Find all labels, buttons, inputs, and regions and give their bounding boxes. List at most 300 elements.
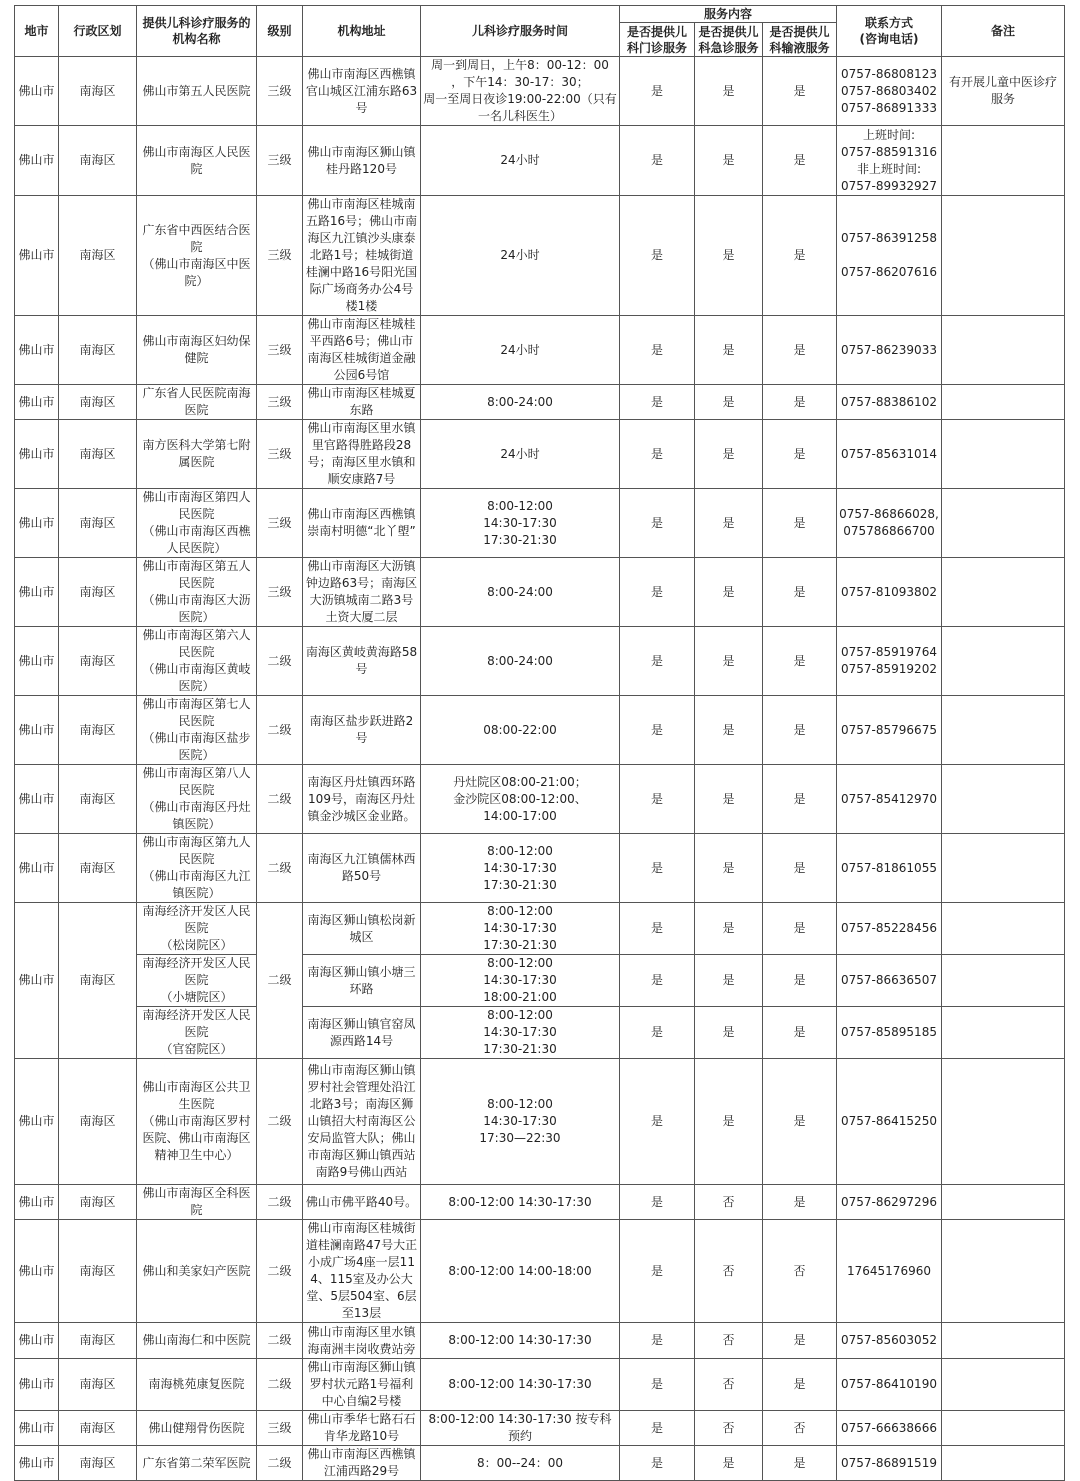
cell-infusion-text: 是 bbox=[793, 1114, 806, 1128]
cell-emergency-text: 是 bbox=[722, 860, 735, 875]
cell-outpatient bbox=[620, 627, 695, 696]
cell-district-text: 南海区 bbox=[79, 722, 116, 737]
cell-district-text: 南海区 bbox=[79, 394, 116, 409]
cell-remarks bbox=[942, 489, 1065, 558]
cell-level bbox=[257, 1059, 303, 1185]
cell-institution-name bbox=[137, 1007, 257, 1059]
cell-outpatient bbox=[620, 489, 695, 558]
cell-phone bbox=[837, 57, 942, 126]
cell-city-text: 佛山市 bbox=[18, 342, 55, 357]
cell-infusion-text: 是 bbox=[793, 973, 806, 987]
cell-level-text: 三级 bbox=[267, 1420, 292, 1435]
cell-institution-name bbox=[137, 1359, 257, 1411]
cell-remarks bbox=[942, 834, 1065, 903]
cell-district-text: 南海区 bbox=[79, 653, 116, 668]
cell-phone-text: 0757-85412970 bbox=[841, 791, 937, 806]
cell-level bbox=[257, 834, 303, 903]
cell-address bbox=[303, 1220, 421, 1323]
cell-infusion bbox=[763, 196, 837, 316]
cell-hours-text: 24小时 bbox=[500, 248, 540, 262]
cell-phone-text: 0757-85796675 bbox=[841, 722, 937, 737]
cell-phone-text: 0757-88386102 bbox=[841, 394, 937, 409]
cell-outpatient bbox=[620, 420, 695, 489]
cell-institution-name-text: 佛山市南海区全科医院 bbox=[142, 1186, 251, 1217]
cell-remarks bbox=[942, 903, 1065, 955]
cell-district bbox=[59, 558, 137, 627]
cell-outpatient-text: 是 bbox=[650, 1114, 663, 1128]
cell-city-text: 佛山市 bbox=[18, 1114, 55, 1128]
cell-address bbox=[303, 420, 421, 489]
cell-city-text: 佛山市 bbox=[18, 1377, 55, 1391]
cell-level-text: 二级 bbox=[267, 973, 292, 987]
cell-city bbox=[15, 1185, 59, 1220]
cell-district-text: 南海区 bbox=[79, 1377, 116, 1391]
cell-outpatient-text: 是 bbox=[650, 791, 663, 806]
cell-remarks bbox=[942, 1411, 1065, 1446]
cell-infusion-text: 是 bbox=[793, 1455, 806, 1470]
cell-address-text: 南海区盐步跃进路2号 bbox=[309, 714, 414, 745]
cell-outpatient-text: 是 bbox=[650, 153, 663, 167]
cell-outpatient bbox=[620, 196, 695, 316]
cell-institution-name-text: 广东省中西医结合医院 （佛山市南海区中医院） bbox=[142, 222, 251, 288]
cell-level-text: 二级 bbox=[267, 1455, 292, 1470]
cell-address bbox=[303, 385, 421, 420]
cell-institution-name bbox=[137, 1446, 257, 1481]
cell-address bbox=[303, 955, 421, 1007]
cell-phone-text: 0757-85631014 bbox=[841, 446, 937, 461]
cell-remarks bbox=[942, 558, 1065, 627]
cell-institution-name-text: 广东省人民医院南海医院 bbox=[142, 386, 251, 417]
cell-hours bbox=[421, 558, 620, 627]
cell-hours-text: 8:00-12:00 14:30-17:30 按专科预约 bbox=[428, 1412, 612, 1443]
table-row bbox=[15, 1323, 1065, 1359]
table-row bbox=[15, 1185, 1065, 1220]
cell-institution-name-text: 佛山市南海区第四人民医院 （佛山市南海区西樵人民医院） bbox=[142, 490, 251, 555]
cell-city bbox=[15, 1359, 59, 1411]
cell-city bbox=[15, 1220, 59, 1323]
cell-outpatient-text: 是 bbox=[650, 973, 663, 987]
cell-hours bbox=[421, 765, 620, 834]
cell-hours-text: 24小时 bbox=[500, 153, 540, 167]
table-row bbox=[15, 489, 1065, 558]
cell-emergency bbox=[695, 1411, 763, 1446]
cell-address-text: 佛山市季华七路石石肯华龙路10号 bbox=[307, 1412, 416, 1443]
cell-phone-text: 17645176960 bbox=[847, 1263, 931, 1278]
cell-city bbox=[15, 196, 59, 316]
cell-hours-text: 08:00-22:00 bbox=[483, 722, 557, 737]
table-row bbox=[15, 1220, 1065, 1323]
cell-remarks bbox=[942, 627, 1065, 696]
cell-level-text: 三级 bbox=[267, 153, 292, 167]
cell-hours-text: 8:00-12:00 14:30-17:30 18:00-21:00 bbox=[483, 956, 557, 1004]
cell-level-text: 三级 bbox=[267, 446, 292, 461]
cell-level-text: 二级 bbox=[267, 722, 292, 737]
cell-phone bbox=[837, 489, 942, 558]
cell-phone-text: 0757-86891519 bbox=[841, 1455, 937, 1470]
cell-address-text: 佛山市南海区桂城街道桂澜南路47号大正小成广场4座一层114、115室及办公大堂、5层504室、6层至13层 bbox=[305, 1221, 418, 1320]
header-contact: 联系方式 (咨询电话) bbox=[837, 6, 942, 57]
table-row bbox=[15, 558, 1065, 627]
cell-address-text: 佛山市南海区桂城桂平西路6号；佛山市南海区桂城街道金融公园6号馆 bbox=[307, 317, 416, 382]
cell-infusion-text: 是 bbox=[793, 653, 806, 668]
cell-institution-name-text: 佛山市南海区第七人民医院 （佛山市南海区盐步医院） bbox=[142, 697, 251, 762]
cell-phone-text: 0757-86808123 0757-86803402 0757-86891333 bbox=[841, 66, 937, 115]
cell-level bbox=[257, 1446, 303, 1481]
cell-phone-text: 0757-86391258 0757-86207616 bbox=[841, 231, 937, 279]
cell-phone-text: 0757-86239033 bbox=[841, 342, 937, 357]
cell-hours bbox=[421, 1059, 620, 1185]
cell-institution-name bbox=[137, 1323, 257, 1359]
cell-district bbox=[59, 126, 137, 196]
cell-emergency-text: 是 bbox=[722, 921, 735, 935]
cell-remarks bbox=[942, 126, 1065, 196]
cell-outpatient bbox=[620, 1220, 695, 1323]
cell-institution-name-text: 南方医科大学第七附属医院 bbox=[142, 438, 251, 469]
table-row bbox=[15, 385, 1065, 420]
cell-infusion bbox=[763, 489, 837, 558]
cell-city bbox=[15, 558, 59, 627]
cell-level-text: 三级 bbox=[267, 394, 292, 409]
header-service-group: 服务内容 bbox=[620, 6, 837, 23]
cell-hours bbox=[421, 955, 620, 1007]
cell-infusion bbox=[763, 558, 837, 627]
cell-institution-name bbox=[137, 696, 257, 765]
cell-infusion-text: 是 bbox=[793, 1333, 806, 1347]
cell-address bbox=[303, 316, 421, 385]
cell-level bbox=[257, 765, 303, 834]
cell-city bbox=[15, 696, 59, 765]
cell-outpatient-text: 是 bbox=[650, 83, 663, 98]
cell-infusion-text: 是 bbox=[793, 446, 806, 461]
cell-level-text: 二级 bbox=[267, 1263, 292, 1278]
header-level: 级别 bbox=[257, 6, 303, 57]
cell-address bbox=[303, 558, 421, 627]
cell-outpatient-text: 是 bbox=[650, 1377, 663, 1391]
cell-institution-name bbox=[137, 627, 257, 696]
cell-level-text: 三级 bbox=[267, 515, 292, 530]
cell-infusion bbox=[763, 834, 837, 903]
cell-phone bbox=[837, 316, 942, 385]
cell-infusion bbox=[763, 57, 837, 126]
cell-emergency bbox=[695, 834, 763, 903]
cell-hours-text: 8:00-12:00 14:30-17:30 17:30-21:30 bbox=[483, 843, 557, 892]
cell-infusion bbox=[763, 627, 837, 696]
cell-hours bbox=[421, 1185, 620, 1220]
cell-emergency-text: 是 bbox=[722, 394, 735, 409]
table-row bbox=[15, 955, 1065, 1007]
cell-emergency bbox=[695, 196, 763, 316]
table-row bbox=[15, 1059, 1065, 1185]
cell-institution-name-text: 南海经济开发区人民医院 （官窑院区） bbox=[142, 1008, 251, 1056]
cell-level-text: 二级 bbox=[267, 653, 292, 668]
cell-outpatient-text: 是 bbox=[650, 1333, 663, 1347]
cell-institution-name bbox=[137, 316, 257, 385]
cell-address bbox=[303, 765, 421, 834]
cell-infusion-text: 是 bbox=[793, 1377, 806, 1391]
cell-district bbox=[59, 316, 137, 385]
cell-district bbox=[59, 765, 137, 834]
cell-institution-name-text: 广东省第二荣军医院 bbox=[142, 1455, 251, 1470]
cell-emergency-text: 是 bbox=[722, 791, 735, 806]
cell-emergency-text: 否 bbox=[722, 1377, 735, 1391]
cell-level-text: 二级 bbox=[267, 1114, 292, 1128]
cell-institution-name bbox=[137, 765, 257, 834]
cell-remarks bbox=[942, 1220, 1065, 1323]
cell-district bbox=[59, 696, 137, 765]
cell-hours-text: 周一到周日，上午8：00-12：00 ，下午14：30-17：30； 周一至周日夜诊19:00-22:00（只有一名儿科医生） bbox=[423, 58, 617, 123]
cell-remarks bbox=[942, 1007, 1065, 1059]
cell-district-text: 南海区 bbox=[79, 1263, 116, 1278]
cell-emergency-text: 是 bbox=[722, 973, 735, 987]
cell-level bbox=[257, 57, 303, 126]
cell-phone-text: 上班时间: 0757-88591316 非上班时间: 0757-89932927 bbox=[841, 127, 937, 193]
cell-address-text: 佛山市南海区桂城夏东路 bbox=[307, 386, 416, 417]
cell-city-text: 佛山市 bbox=[18, 860, 55, 875]
cell-phone-text: 0757-66638666 bbox=[841, 1420, 937, 1435]
cell-hours bbox=[421, 1323, 620, 1359]
cell-district bbox=[59, 1359, 137, 1411]
cell-phone bbox=[837, 1059, 942, 1185]
table-row bbox=[15, 1007, 1065, 1059]
cell-outpatient-text: 是 bbox=[650, 860, 663, 875]
cell-hours bbox=[421, 696, 620, 765]
cell-phone bbox=[837, 765, 942, 834]
cell-infusion-text: 是 bbox=[793, 1194, 806, 1209]
cell-address-text: 南海区狮山镇官窑凤源西路14号 bbox=[307, 1016, 416, 1048]
cell-city-text: 佛山市 bbox=[18, 1263, 55, 1278]
cell-address bbox=[303, 1059, 421, 1185]
cell-district bbox=[59, 385, 137, 420]
cell-district bbox=[59, 196, 137, 316]
cell-phone bbox=[837, 955, 942, 1007]
cell-emergency bbox=[695, 1359, 763, 1411]
cell-district bbox=[59, 1220, 137, 1323]
cell-institution-name bbox=[137, 955, 257, 1007]
cell-phone bbox=[837, 1359, 942, 1411]
cell-institution-name-text: 佛山健翔骨伤医院 bbox=[148, 1420, 245, 1435]
cell-address bbox=[303, 126, 421, 196]
cell-emergency bbox=[695, 316, 763, 385]
cell-outpatient bbox=[620, 385, 695, 420]
cell-infusion bbox=[763, 1411, 837, 1446]
cell-outpatient-text: 是 bbox=[650, 653, 663, 668]
header-outpatient: 是否提供儿科门诊服务 bbox=[620, 23, 695, 57]
cell-hours-text: 8:00-12:00 14:30-17:30 bbox=[448, 1377, 592, 1391]
cell-outpatient-text: 是 bbox=[650, 394, 663, 409]
cell-institution-name-text: 佛山市南海区第五人民医院 （佛山市南海区大沥医院） bbox=[142, 559, 251, 624]
cell-level bbox=[257, 316, 303, 385]
cell-level-text: 二级 bbox=[267, 1333, 292, 1347]
cell-level bbox=[257, 196, 303, 316]
cell-hours bbox=[421, 627, 620, 696]
cell-district-text: 南海区 bbox=[79, 153, 116, 167]
cell-phone bbox=[837, 385, 942, 420]
cell-address-text: 南海区狮山镇小塘三环路 bbox=[307, 964, 416, 996]
cell-remarks bbox=[942, 1185, 1065, 1220]
cell-hours-text: 8:00-24:00 bbox=[487, 394, 553, 409]
cell-address-text: 佛山市南海区狮山镇罗村社会管理处沿江北路3号；南海区狮山镇招大村南海区公安局监管大队；佛山市南海区狮山镇西站南路9号佛山西站 bbox=[307, 1063, 416, 1179]
cell-institution-name-text: 南海经济开发区人民医院 （松岗院区） bbox=[142, 904, 251, 952]
cell-emergency-text: 是 bbox=[722, 1455, 735, 1470]
cell-emergency bbox=[695, 489, 763, 558]
cell-outpatient bbox=[620, 1007, 695, 1059]
cell-emergency-text: 是 bbox=[722, 342, 735, 357]
cell-phone-text: 0757-86636507 bbox=[841, 973, 937, 987]
cell-outpatient bbox=[620, 955, 695, 1007]
cell-address-text: 佛山市南海区桂城南五路16号；佛山市南海区九江镇沙头康泰北路1号；桂城街道桂澜中路16号阳光国际广场商务办公4号楼1楼 bbox=[305, 197, 418, 313]
cell-city-text: 佛山市 bbox=[18, 1420, 55, 1435]
cell-institution-name bbox=[137, 1059, 257, 1185]
cell-infusion bbox=[763, 903, 837, 955]
table-row bbox=[15, 627, 1065, 696]
cell-institution-name bbox=[137, 1411, 257, 1446]
cell-outpatient-text: 是 bbox=[650, 1025, 663, 1039]
cell-address bbox=[303, 1323, 421, 1359]
cell-hours-text: 8：00--24：00 bbox=[476, 1455, 564, 1470]
cell-level-text: 二级 bbox=[267, 860, 292, 875]
cell-hours-text: 8:00-24:00 bbox=[487, 653, 553, 668]
cell-phone-text: 0757-86297296 bbox=[841, 1194, 937, 1209]
cell-city bbox=[15, 385, 59, 420]
cell-hours-text: 8:00-12:00 14:30-17:30 bbox=[448, 1194, 592, 1209]
table-row bbox=[15, 1446, 1065, 1481]
cell-level bbox=[257, 489, 303, 558]
cell-emergency-text: 是 bbox=[722, 653, 735, 668]
cell-level bbox=[257, 1323, 303, 1359]
cell-infusion-text: 是 bbox=[793, 1025, 806, 1039]
cell-outpatient-text: 是 bbox=[650, 342, 663, 357]
table-row bbox=[15, 1359, 1065, 1411]
cell-level bbox=[257, 903, 303, 1059]
cell-city-text: 佛山市 bbox=[18, 791, 55, 806]
cell-address bbox=[303, 1446, 421, 1481]
cell-outpatient bbox=[620, 1359, 695, 1411]
cell-phone-text: 0757-86410190 bbox=[841, 1377, 937, 1391]
cell-level bbox=[257, 696, 303, 765]
cell-city-text: 佛山市 bbox=[18, 584, 55, 599]
cell-emergency bbox=[695, 57, 763, 126]
cell-district bbox=[59, 420, 137, 489]
cell-address bbox=[303, 627, 421, 696]
cell-address-text: 佛山市南海区大沥镇钟边路63号；南海区大沥镇城南二路3号土资大厦二层 bbox=[305, 559, 418, 624]
cell-emergency bbox=[695, 558, 763, 627]
cell-phone bbox=[837, 126, 942, 196]
cell-level bbox=[257, 1185, 303, 1220]
cell-city bbox=[15, 316, 59, 385]
cell-address-text: 南海区黄岐黄海路58号 bbox=[305, 645, 418, 676]
cell-outpatient-text: 是 bbox=[650, 515, 663, 530]
cell-city bbox=[15, 765, 59, 834]
cell-infusion bbox=[763, 1185, 837, 1220]
cell-address bbox=[303, 1411, 421, 1446]
cell-phone bbox=[837, 1323, 942, 1359]
cell-emergency-text: 是 bbox=[722, 153, 735, 167]
cell-institution-name-text: 佛山市南海区人民医院 bbox=[142, 144, 251, 176]
header-hours: 儿科诊疗服务时间 bbox=[421, 6, 620, 57]
cell-city bbox=[15, 420, 59, 489]
cell-outpatient bbox=[620, 765, 695, 834]
cell-district bbox=[59, 57, 137, 126]
cell-city-text: 佛山市 bbox=[18, 1455, 55, 1470]
cell-emergency bbox=[695, 1323, 763, 1359]
cell-institution-name bbox=[137, 558, 257, 627]
cell-hours bbox=[421, 385, 620, 420]
cell-infusion bbox=[763, 1323, 837, 1359]
cell-phone-text: 0757-81861055 bbox=[841, 860, 937, 875]
cell-district bbox=[59, 1411, 137, 1446]
cell-infusion-text: 是 bbox=[793, 153, 806, 167]
cell-institution-name-text: 佛山南海仁和中医院 bbox=[142, 1333, 251, 1347]
cell-phone-text: 0757-85603052 bbox=[841, 1333, 937, 1347]
cell-phone-text: 0757-86415250 bbox=[841, 1114, 937, 1128]
cell-emergency bbox=[695, 903, 763, 955]
cell-infusion bbox=[763, 955, 837, 1007]
cell-remarks bbox=[942, 385, 1065, 420]
cell-remarks bbox=[942, 1059, 1065, 1185]
cell-city-text: 佛山市 bbox=[18, 722, 55, 737]
cell-address-text: 佛山市南海区西樵镇崇南村明德“北丫塱” bbox=[307, 507, 416, 538]
cell-district-text: 南海区 bbox=[79, 1194, 116, 1209]
cell-phone bbox=[837, 558, 942, 627]
table-row bbox=[15, 420, 1065, 489]
cell-district bbox=[59, 834, 137, 903]
cell-infusion bbox=[763, 765, 837, 834]
cell-emergency-text: 否 bbox=[722, 1263, 735, 1278]
cell-outpatient bbox=[620, 903, 695, 955]
cell-outpatient-text: 是 bbox=[650, 921, 663, 935]
cell-phone bbox=[837, 696, 942, 765]
cell-institution-name-text: 佛山市南海区公共卫生医院 （佛山市南海区罗村医院、佛山市南海区精神卫生中心） bbox=[142, 1080, 251, 1162]
cell-address-text: 佛山市南海区里水镇里官路得胜路段28号；南海区里水镇和顺安康路7号 bbox=[307, 421, 416, 486]
cell-outpatient bbox=[620, 834, 695, 903]
cell-institution-name-text: 佛山和美家妇产医院 bbox=[142, 1263, 251, 1278]
cell-infusion bbox=[763, 1007, 837, 1059]
cell-address bbox=[303, 1007, 421, 1059]
cell-district bbox=[59, 1185, 137, 1220]
cell-phone bbox=[837, 1411, 942, 1446]
cell-hours bbox=[421, 834, 620, 903]
cell-level bbox=[257, 558, 303, 627]
cell-emergency-text: 是 bbox=[722, 83, 735, 98]
table-row bbox=[15, 126, 1065, 196]
cell-emergency bbox=[695, 1059, 763, 1185]
cell-address-text: 佛山市南海区里水镇海南洲丰岗收费站旁 bbox=[307, 1324, 416, 1356]
cell-outpatient-text: 是 bbox=[650, 1420, 663, 1435]
cell-address bbox=[303, 57, 421, 126]
cell-outpatient-text: 是 bbox=[650, 446, 663, 461]
cell-institution-name bbox=[137, 903, 257, 955]
cell-level-text: 三级 bbox=[267, 584, 292, 599]
cell-outpatient bbox=[620, 126, 695, 196]
header-city: 地市 bbox=[15, 6, 59, 57]
cell-level bbox=[257, 1220, 303, 1323]
cell-phone-text: 0757-85895185 bbox=[841, 1025, 937, 1039]
cell-district-text: 南海区 bbox=[79, 248, 116, 262]
table-row bbox=[15, 696, 1065, 765]
cell-emergency bbox=[695, 1007, 763, 1059]
cell-emergency-text: 是 bbox=[722, 722, 735, 737]
cell-emergency bbox=[695, 696, 763, 765]
cell-institution-name-text: 南海经济开发区人民医院 （小塘院区） bbox=[142, 956, 251, 1004]
cell-hours-text: 24小时 bbox=[500, 446, 540, 461]
cell-institution-name-text: 佛山市南海区第九人民医院 （佛山市南海区九江镇医院） bbox=[142, 835, 251, 900]
cell-remarks bbox=[942, 1323, 1065, 1359]
cell-infusion-text: 是 bbox=[793, 83, 806, 98]
cell-city bbox=[15, 57, 59, 126]
cell-hours-text: 8:00-12:00 14:30-17:30 17:30-21:30 bbox=[483, 904, 557, 952]
cell-emergency bbox=[695, 765, 763, 834]
cell-emergency-text: 是 bbox=[722, 1114, 735, 1128]
